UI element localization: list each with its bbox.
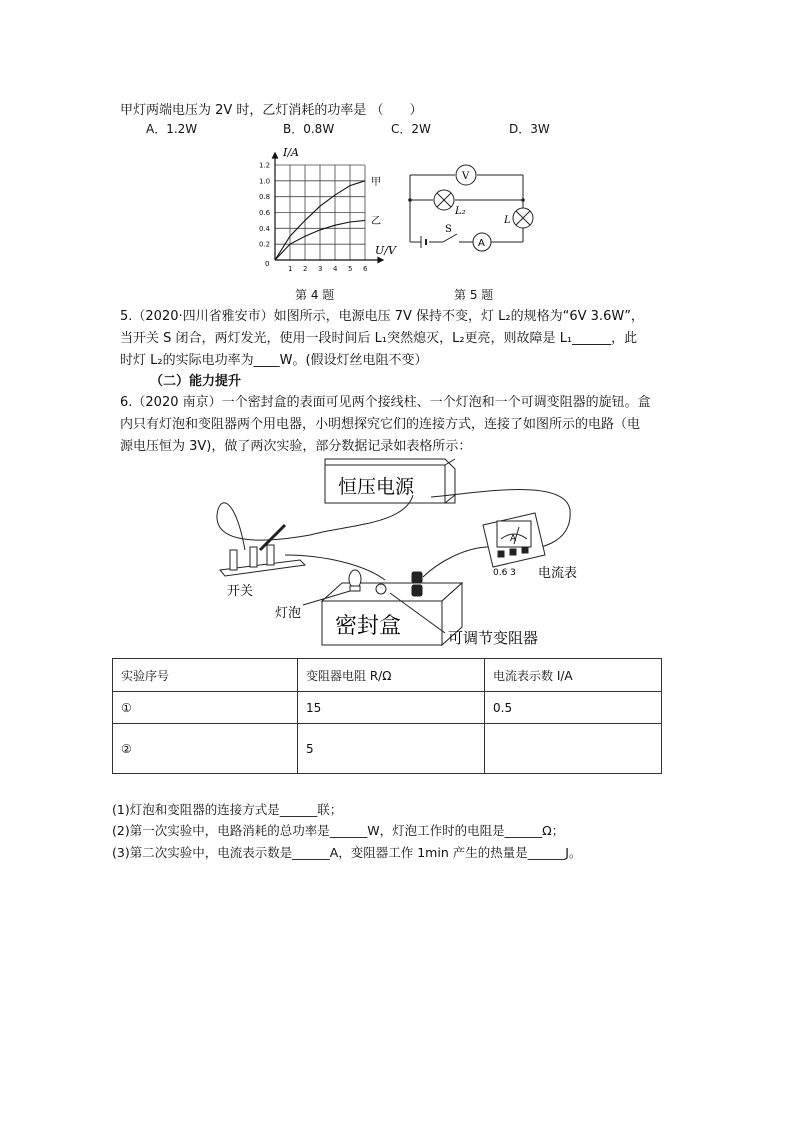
q6-line-3: 源电压恒为 3V)，做了两次实验，部分数据记录如表格所示： xyxy=(120,439,472,454)
apparatus-figure xyxy=(205,455,595,655)
x-tick-label: 2 xyxy=(303,265,308,272)
x-tick-label: 6 xyxy=(363,265,368,272)
ammeter-letter: A xyxy=(510,534,517,544)
q5-line-2: 当开关 S 闭合，两灯发光，使用一段时间后 L₁突然熄灭，L₂更亮，则故障是 L₁______，此 xyxy=(120,331,638,346)
voltmeter-label: V xyxy=(462,171,470,182)
x-tick-label: 1 xyxy=(288,265,293,272)
y-tick-label: 0.6 xyxy=(259,209,271,217)
graph-y-label: I/A xyxy=(283,146,299,159)
table-cell: ① xyxy=(113,692,298,724)
lamp-part-label: 灯泡 xyxy=(275,606,302,621)
ammeter-label: A xyxy=(478,238,485,249)
y-tick-label: 0.8 xyxy=(259,193,271,202)
figure-caption-q5: 第 5 题 xyxy=(454,288,494,302)
ammeter-part-label: 电流表 xyxy=(538,566,578,581)
rheostat-part-label: 可调节变阻器 xyxy=(448,629,539,647)
table-header-row xyxy=(113,659,662,692)
y-axis-arrow xyxy=(273,153,278,158)
circuit-diagram-q5 xyxy=(405,160,545,255)
iu-graph xyxy=(255,142,405,272)
y-tick-label: 1.0 xyxy=(259,177,271,186)
q5-line-3: 时灯 L₂的实际电功率为____W。(假设灯丝电阻不变） xyxy=(120,353,428,368)
y-tick-label: 1.2 xyxy=(259,161,271,170)
table-cell: 5 xyxy=(298,724,485,774)
sealed-box-label: 密封盒 xyxy=(335,614,402,639)
q4-option-b: B．0.8W xyxy=(283,122,335,136)
power-supply-label: 恒压电源 xyxy=(338,476,415,498)
x-tick-label: 4 xyxy=(333,265,338,272)
graph-x-label: U/V xyxy=(375,244,396,257)
x-tick-label: 3 xyxy=(318,265,323,272)
x-tick-label: 5 xyxy=(348,265,353,272)
switch-part-label: 开关 xyxy=(227,584,254,599)
y-tick-label: 0.2 xyxy=(259,240,271,249)
lamp-l-label: L xyxy=(504,215,511,226)
graph-origin: 0 xyxy=(265,260,270,268)
q5-line-1: 5.（2020·四川省雅安市）如图所示，电源电压 7V 保持不变，灯 L₂的规格为“6V 3.6W”， xyxy=(120,309,644,324)
question-3: (3)第二次实验中，电流表示数是______A，变阻器工作 1min 产生的热量是______J。 xyxy=(112,845,582,860)
table-header: 实验序号 xyxy=(113,659,298,692)
switch-label: S xyxy=(445,224,452,235)
table-cell xyxy=(485,724,662,774)
curve-label-yi: 乙 xyxy=(371,216,381,227)
q4-option-d: D．3W xyxy=(509,122,550,136)
table-cell: 15 xyxy=(298,692,485,724)
figure-caption-q4: 第 4 题 xyxy=(295,288,335,302)
experiment-table xyxy=(112,658,662,774)
table-row xyxy=(113,724,662,774)
table-header: 变阻器电阻 R/Ω xyxy=(298,659,485,692)
ammeter-scale-label: 0.6 3 xyxy=(493,568,516,578)
q4-option-a: A．1.2W xyxy=(146,122,198,136)
question-2: (2)第一次实验中，电路消耗的总功率是______W，灯泡工作时的电阻是______Ω； xyxy=(112,823,565,838)
curve-label-jia: 甲 xyxy=(371,177,381,188)
lamp-l2-label: L₂ xyxy=(455,206,466,217)
x-axis-arrow xyxy=(378,258,383,263)
section-heading: （二）能力提升 xyxy=(150,374,242,389)
table-cell: 0.5 xyxy=(485,692,662,724)
table-cell: ② xyxy=(113,724,298,774)
y-tick-label: 0.4 xyxy=(259,224,271,233)
table-row xyxy=(113,692,662,724)
q6-line-1: 6.（2020 南京）一个密封盒的表面可见两个接线柱、一个灯泡和一个可调变阻器的旋钮。盒 xyxy=(120,395,651,410)
question-1: (1)灯泡和变阻器的连接方式是______联； xyxy=(112,802,343,817)
q4-text: 甲灯两端电压为 2V 时，乙灯消耗的功率是 （ ） xyxy=(120,103,423,118)
table-header: 电流表示数 I/A xyxy=(485,659,662,692)
q4-option-c: C．2W xyxy=(391,122,431,136)
q6-line-2: 内只有灯泡和变阻器两个用电器，小明想探究它们的连接方式，连接了如图所示的电路（电 xyxy=(120,417,641,432)
